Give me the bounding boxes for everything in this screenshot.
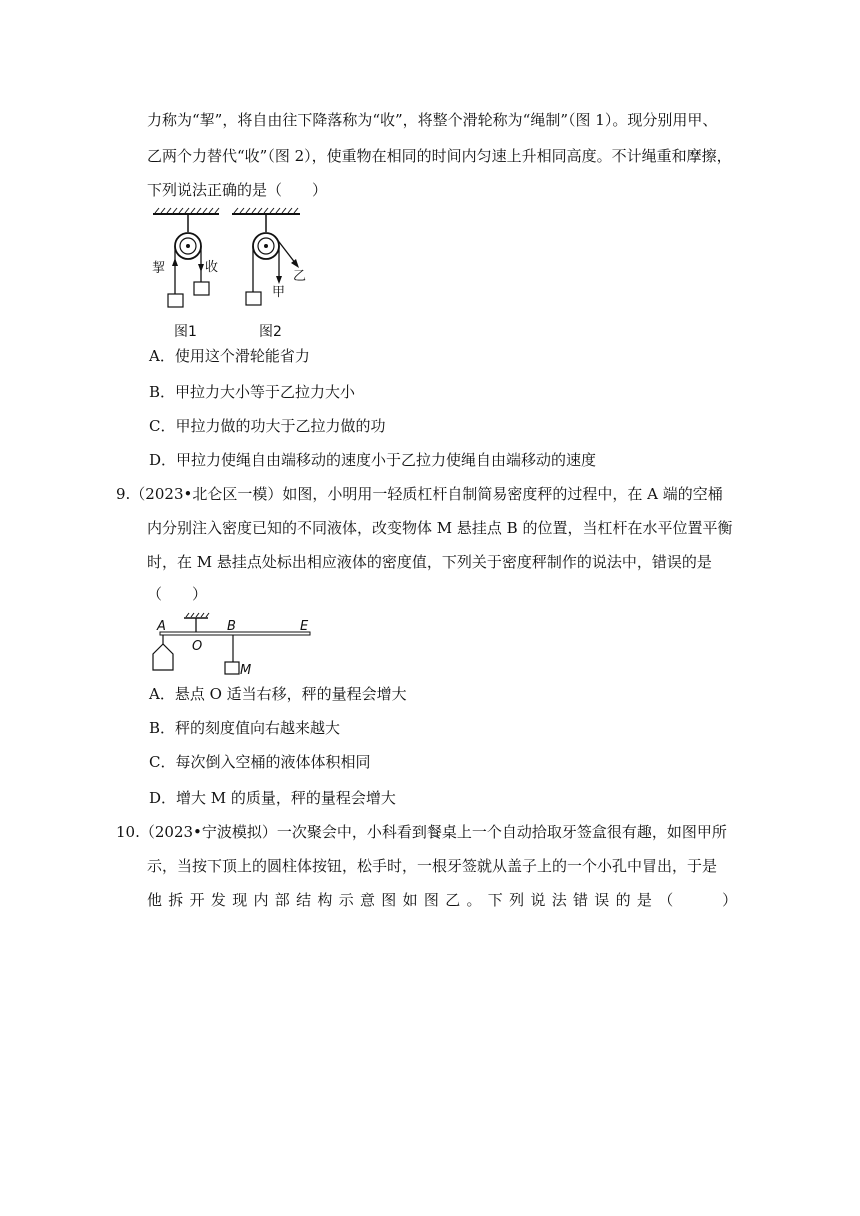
fig2-pulley [246, 214, 306, 340]
q9-stem-line-3: 时，在 M 悬挂点处标出相应液体的密度值，下列关于密度秤制作的说法中，错误的是 [147, 553, 712, 571]
label-e: E [300, 619, 309, 634]
caption-fig2: 图2 [259, 324, 282, 340]
lever-support [184, 613, 209, 632]
fig2-ceiling [232, 208, 300, 214]
lever-figure [146, 612, 316, 676]
q8-option-a[interactable]: A．使用这个滑轮能省力 [149, 347, 310, 365]
q9-stem-line-1: 9.（2023•北仑区一模）如图，小明用一轻质杠杆自制简易密度秤的过程中，在 A 端的空桶 [116, 485, 723, 503]
q9-option-a[interactable]: A．悬点 O 适当右移，秤的量程会增大 [149, 685, 407, 703]
q8-stem-line-2: 乙两个力替代“收”（图 2），使重物在相同的时间内匀速上升相同高度。不计绳重和摩擦， [147, 147, 732, 165]
q8-stem-line-3: 下列说法正确的是（ ） [147, 181, 328, 199]
label-shou: 收 [205, 260, 219, 275]
label-qie: 挈 [152, 261, 166, 276]
q9-stem-line-2: 内分别注入密度已知的不同液体，改变物体 M 悬挂点 B 的位置，当杠杆在水平位置平衡 [147, 519, 733, 537]
label-m: M [240, 663, 252, 676]
q10-stem-line-1: 10.（2023•宁波模拟）一次聚会中，小科看到餐桌上一个自动拾取牙签盒很有趣，如图甲所 [116, 823, 727, 841]
q9-stem-line-4: （ ） [147, 585, 208, 603]
label-jia: 甲 [272, 285, 286, 300]
fig1-ceiling [153, 208, 219, 214]
q8-option-c[interactable]: C．甲拉力做的功大于乙拉力做的功 [149, 417, 386, 435]
q9-option-d[interactable]: D．增大 M 的质量，秤的量程会增大 [149, 789, 396, 807]
pulley-figure [148, 204, 318, 344]
q10-stem-line-2: 示，当按下顶上的圆柱体按钮，松手时，一根牙签就从盖子上的一个小孔中冒出，于是 [147, 857, 718, 875]
label-yi: 乙 [293, 269, 307, 284]
lever-weight-m [225, 635, 239, 674]
label-b: B [227, 619, 236, 634]
q9-option-c[interactable]: C．每次倒入空桶的液体体积相同 [149, 753, 371, 771]
lever-bucket [153, 635, 173, 670]
label-o: O [192, 639, 203, 654]
label-a: A [157, 619, 166, 634]
q8-option-b[interactable]: B．甲拉力大小等于乙拉力大小 [149, 383, 356, 401]
q8-stem-line-1: 力称为“挈”，将自由往下降落称为“收”，将整个滑轮称为“绳制”（图 1）。现分别用甲、 [147, 111, 718, 129]
caption-fig1: 图1 [174, 324, 197, 340]
fig1-pulley [152, 214, 218, 340]
q9-option-b[interactable]: B．秤的刻度值向右越来越大 [149, 719, 341, 737]
q8-option-d[interactable]: D．甲拉力使绳自由端移动的速度小于乙拉力使绳自由端移动的速度 [149, 451, 597, 469]
q10-stem-line-3: 他拆开发现内部结构示意图如图乙。下列说法错误的是（ ） [147, 891, 744, 909]
